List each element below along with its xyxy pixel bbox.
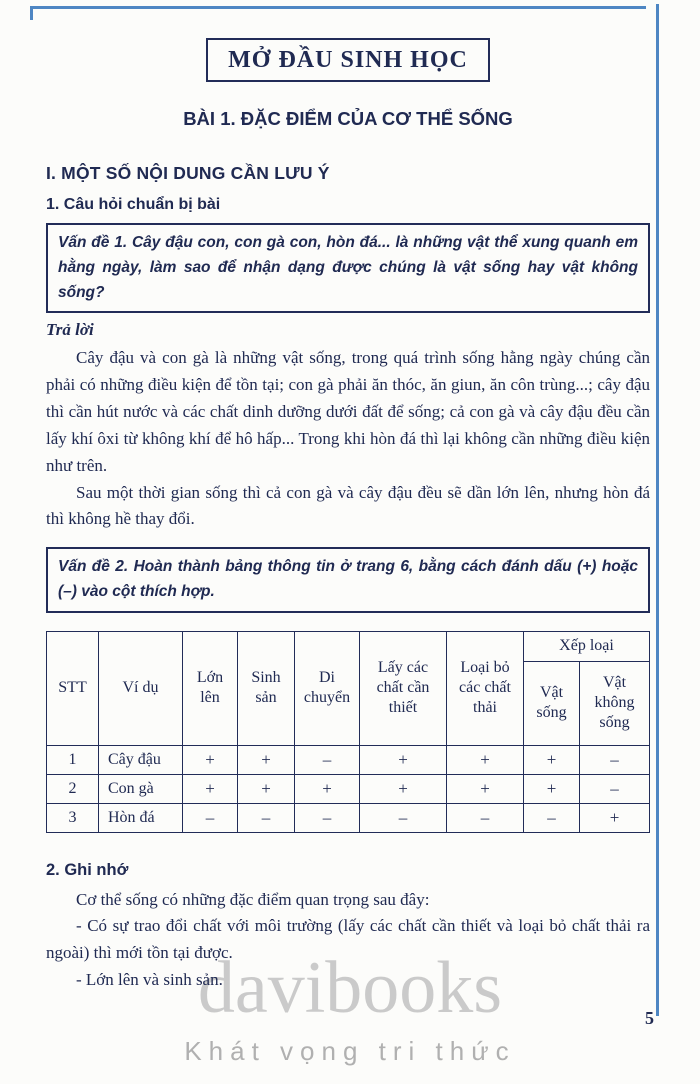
note-item-2: - Lớn lên và sinh sản. — [76, 970, 223, 990]
col-header-reproduce: Sinh sản — [238, 631, 295, 745]
cell-mark: + — [295, 774, 360, 803]
lesson-title: BÀI 1. ĐẶC ĐIỂM CỦA CƠ THỂ SỐNG — [183, 108, 513, 129]
cell-mark: – — [580, 774, 650, 803]
cell-mark: + — [360, 745, 447, 774]
table-row — [47, 803, 650, 832]
col-header-classify: Xếp loại — [524, 631, 650, 661]
chapter-title-row — [46, 38, 650, 82]
cell-mark: + — [524, 774, 580, 803]
col-header-example: Ví dụ — [99, 631, 183, 745]
cell-mark: – — [295, 803, 360, 832]
cell-mark: + — [183, 774, 238, 803]
cell-mark: + — [238, 745, 295, 774]
cell-mark: + — [447, 774, 524, 803]
col-header-move: Di chuyển — [295, 631, 360, 745]
cell-example: Hòn đá — [99, 803, 183, 832]
answer-paragraph-2: Sau một thời gian sống thì cả con gà và cây đậu đều sẽ dần lớn lên, nhưng hòn đá thì không hề thay đổi. — [46, 482, 650, 529]
page-number: 5 — [645, 1008, 654, 1028]
note-item-1: - Có sự trao đổi chất với môi trường (lấy các chất cần thiết và loại bỏ chất thải ra ngoài) thì mới tồn tại được. — [46, 916, 650, 963]
observation-table — [46, 631, 650, 833]
answer-label: Trả lời — [46, 320, 94, 340]
cell-mark: – — [580, 745, 650, 774]
note-intro: Cơ thể sống có những đặc điểm quan trọng sau đây: — [76, 889, 430, 909]
subsection-heading-2: 2. Ghi nhớ — [46, 860, 129, 879]
table-row — [47, 745, 650, 774]
cell-mark: – — [360, 803, 447, 832]
cell-stt: 2 — [47, 774, 99, 803]
cell-mark: – — [295, 745, 360, 774]
col-header-intake: Lấy các chất cần thiết — [360, 631, 447, 745]
cell-mark: + — [580, 803, 650, 832]
cell-stt: 3 — [47, 803, 99, 832]
cell-mark: – — [524, 803, 580, 832]
subsection-heading-1: 1. Câu hỏi chuẩn bị bài — [46, 196, 221, 213]
cell-mark: – — [447, 803, 524, 832]
watermark-slogan: Khát vọng tri thức — [184, 1036, 516, 1066]
answer-paragraph-1: Cây đậu và con gà là những vật sống, trong quá trình sống hằng ngày chúng cần phải có những điều kiện để tồn tại; con gà phải ăn thóc, ăn giun, ăn côn trùng...; cây đậu thì cần hút nước và các chất dinh dưỡng dưới đất để sống; cả con gà và cây đậu đều cần lấy khí ôxi từ không khí để hô hấp... Trong khi hòn đá thì lại không cần những điều kiện như trên. — [46, 348, 650, 475]
cell-mark: + — [183, 745, 238, 774]
section-heading: I. MỘT SỐ NỘI DUNG CẦN LƯU Ý — [46, 163, 330, 183]
watermark: davibooks — [197, 947, 503, 1029]
cell-stt: 1 — [47, 745, 99, 774]
col-header-living: Vật sống — [524, 661, 580, 745]
col-header-excrete: Loại bỏ các chất thải — [447, 631, 524, 745]
cell-example: Cây đậu — [99, 745, 183, 774]
cell-mark: + — [360, 774, 447, 803]
problem-box-2: Vấn đề 2. Hoàn thành bảng thông tin ở trang 6, bằng cách đánh dấu (+) hoặc (–) vào cột thích hợp. — [46, 547, 650, 612]
col-header-nonliving: Vật không sống — [580, 661, 650, 745]
cell-mark: – — [238, 803, 295, 832]
col-header-grow: Lớn lên — [183, 631, 238, 745]
table-header-row-1 — [47, 631, 650, 661]
cell-example: Con gà — [99, 774, 183, 803]
cell-mark: + — [447, 745, 524, 774]
table-row — [47, 774, 650, 803]
chapter-title-box — [206, 38, 490, 82]
cell-mark: + — [238, 774, 295, 803]
cell-mark: + — [524, 745, 580, 774]
chapter-title: MỞ ĐẦU SINH HỌC — [228, 47, 468, 73]
cell-mark: – — [183, 803, 238, 832]
col-header-stt: STT — [47, 631, 99, 745]
problem-box-1: Vấn đề 1. Cây đậu con, con gà con, hòn đá... là những vật thể xung quanh em hằng ngày, làm sao để nhận dạng được chúng là vật sống hay vật không sống? — [46, 223, 650, 313]
